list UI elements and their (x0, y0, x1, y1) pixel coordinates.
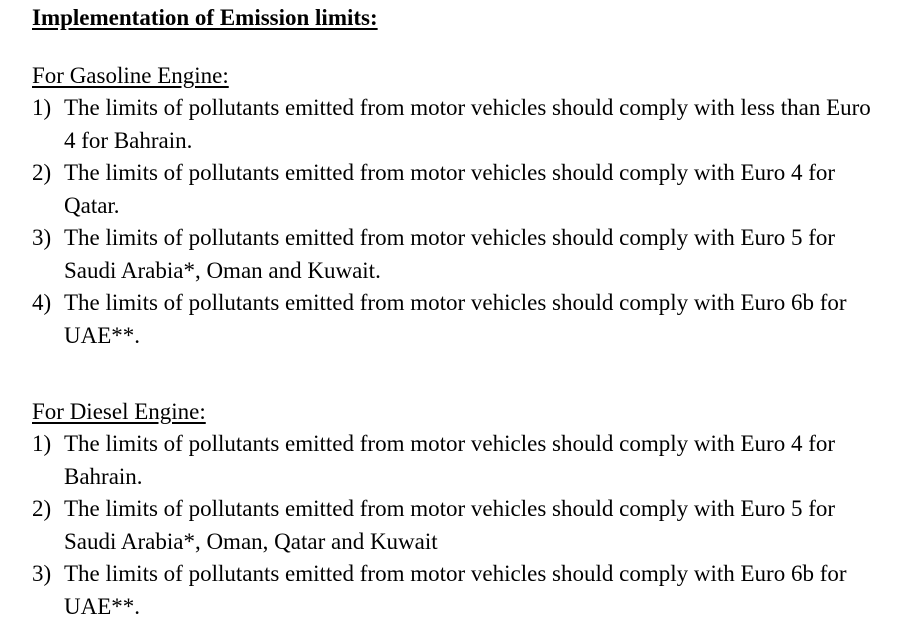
list-item-number: 3) (32, 225, 52, 250)
list-item-number: 2) (32, 496, 52, 521)
list-item (32, 493, 877, 558)
list-item-text: The limits of pollutants emitted from motor vehicles should comply with Euro 4 for Bahrain. (64, 431, 836, 489)
diesel-section (32, 396, 877, 623)
list-item (32, 287, 877, 352)
document-title: Implementation of Emission limits: (32, 5, 378, 30)
list-item-text: The limits of pollutants emitted from motor vehicles should comply with Euro 5 for Saudi Arabia*, Oman and Kuwait. (64, 225, 836, 283)
diesel-heading: For Diesel Engine: (32, 399, 206, 424)
list-item-text: The limits of pollutants emitted from motor vehicles should comply with Euro 6b for UAE**. (64, 561, 847, 619)
gasoline-limits-list (32, 92, 877, 352)
list-item-number: 4) (32, 290, 52, 315)
list-item (32, 222, 877, 287)
list-item (32, 92, 877, 157)
list-item (32, 428, 877, 493)
list-item-text: The limits of pollutants emitted from motor vehicles should comply with Euro 6b for UAE**. (64, 290, 847, 348)
list-item-number: 1) (32, 431, 52, 456)
list-item-text: The limits of pollutants emitted from motor vehicles should comply with Euro 4 for Qatar. (64, 160, 836, 218)
list-item-text: The limits of pollutants emitted from motor vehicles should comply with Euro 5 for Saudi Arabia*, Oman, Qatar and Kuwait (64, 496, 836, 554)
list-item (32, 558, 877, 623)
list-item-number: 1) (32, 95, 52, 120)
gasoline-section (32, 60, 877, 352)
list-item-number: 3) (32, 561, 52, 586)
list-item (32, 157, 877, 222)
gasoline-heading: For Gasoline Engine: (32, 63, 229, 88)
list-item-number: 2) (32, 160, 52, 185)
list-item-text: The limits of pollutants emitted from motor vehicles should comply with less than Euro 4 for Bahrain. (64, 95, 871, 153)
diesel-limits-list (32, 428, 877, 623)
